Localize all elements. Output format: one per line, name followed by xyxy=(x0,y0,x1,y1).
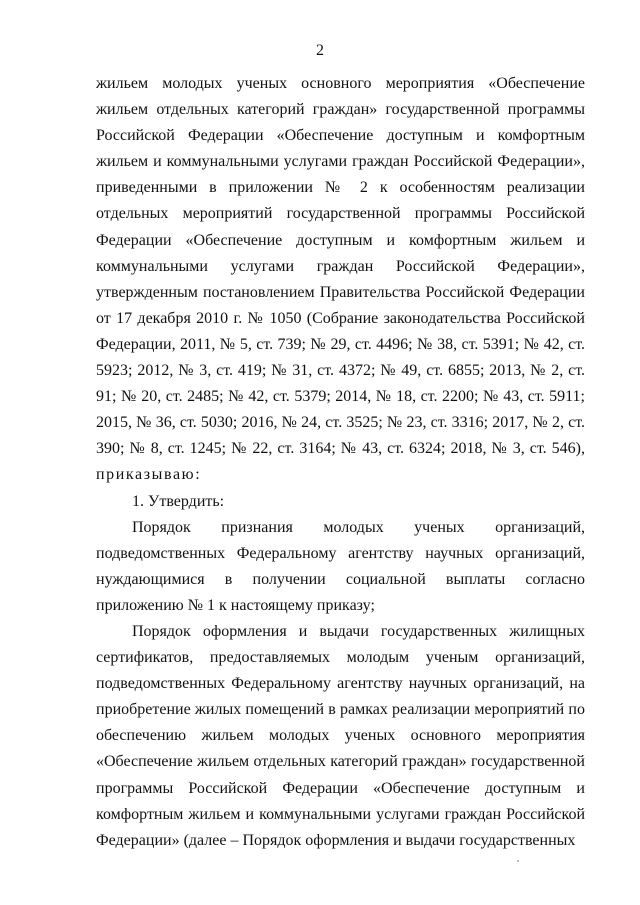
paragraph-continuation-text: жильем молодых ученых основного мероприятия «Обеспечение жильем отдельных категорий граждан» государственной программы Российской Федерации «Обеспечение доступным и комфортным жильем и коммунальными услугами граждан Российской Федерации», приведенными в приложении № 2 к особенностям реализации отдельных мероприятий государственной программы Российской Федерации «Обеспечение доступным и комфортным жильем и коммунальными услугами граждан Российской Федерации», утвержденным постановлением Правительства Российской Федерации от 17 декабря 2010 г. № 1050 (Собрание законодательства Российской Федерации, 2011, № 5, ст. 739; № 29, ст. 4496; № 38, ст. 5391; № 42, ст. 5923; 2012, № 3, ст. 419; № 31, ст. 4372; № 49, ст. 6855; 2013, № 2, ст. 91; № 20, ст. 2485; № 42, ст. 5379; 2014, № 18, ст. 2200; № 43, ст. 5911; 2015, № 36, ст. 5030; 2016, № 24, ст. 3525; № 23, ст. 3316; 2017, № 2, ст. 390; № 8, ст. 1245; № 22, ст. 3164; № 43, ст. 6324; 2018, № 3, ст. 546), xyxy=(96,75,585,458)
paragraph-procedure-certificates: Порядок оформления и выдачи государственных жилищных сертификатов, предоставляемых молодым ученым организаций, подведомственных Федеральному агентству научных организаций, на приобретение жилых помещений в рамках реализации мероприятий по обеспечению жильем молодых ученых основного мероприятия «Обеспечение жильем отдельных категорий граждан» государственной программы Российской Федерации «Обеспечение доступным и комфортным жильем и коммунальными услугами граждан Российской Федерации» (далее – Порядок оформления и выдачи государственных xyxy=(96,622,585,849)
page-number: 2 xyxy=(316,42,324,59)
paragraph-procedure-recognition: Порядок признания молодых ученых организаций, подведомственных Федеральному агентству научных организаций, нуждающимися в получении социальной выплаты согласно приложению № 1 к настоящему приказу; xyxy=(96,518,585,614)
document-body xyxy=(96,71,585,854)
paragraph-continuation xyxy=(96,71,585,489)
order-word: приказываю: xyxy=(96,466,202,484)
paragraph-approve: 1. Утвердить: xyxy=(132,492,225,510)
scan-artifact xyxy=(517,860,519,862)
